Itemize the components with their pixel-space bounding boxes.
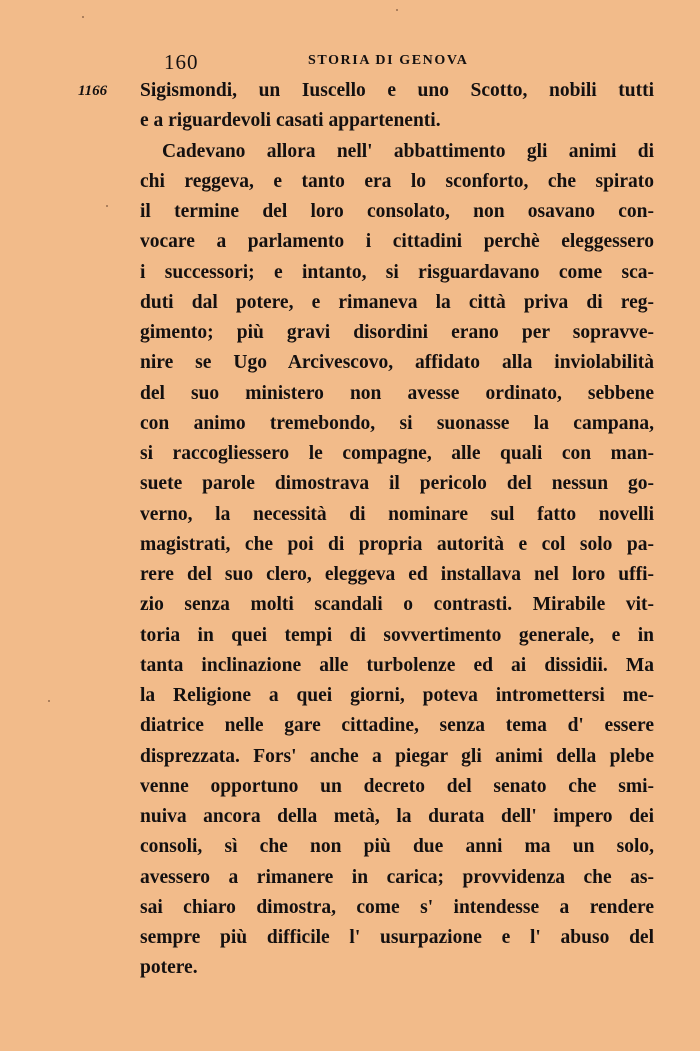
text-line: la Religione a quei giorni, poteva intromettersi me-: [140, 685, 654, 706]
text-line: toria in quei tempi di sovvertimento generale, e in: [140, 624, 654, 646]
text-line: duti dal potere, e rimaneva la città priva di reg-: [140, 291, 654, 313]
text-line: suete parole dimostrava il pericolo del nessun go-: [140, 473, 654, 495]
text-line: nuiva ancora della metà, la durata dell' impero dei: [140, 806, 654, 827]
text-line: tanta inclinazione alle turbolenze ed ai dissidii. Ma: [140, 654, 654, 676]
paper-speck: [48, 700, 50, 702]
paper-speck: [396, 9, 398, 11]
text-line: venne opportuno un decreto del senato che smi-: [140, 775, 654, 797]
text-line: del suo ministero non avesse ordinato, sebbene: [140, 382, 654, 404]
text-line: il termine del loro consolato, non osavano con-: [140, 201, 654, 222]
text-line: si raccogliessero le compagne, alle quali con man-: [140, 443, 654, 464]
text-line: vocare a parlamento i cittadini perchè eleggessero: [140, 231, 654, 253]
text-line: potere.: [140, 957, 198, 979]
paper-speck: [82, 16, 84, 18]
text-line: i successori; e intanto, si risguardavano come sca-: [140, 261, 654, 283]
text-line: con animo tremebondo, si suonasse la campana,: [140, 412, 654, 434]
body-text: [140, 76, 654, 984]
text-line: disprezzata. Fors' anche a piegar gli animi della plebe: [140, 745, 654, 767]
margin-year: 1166: [78, 83, 108, 99]
text-line: verno, la necessità di nominare sul fatto novelli: [140, 503, 654, 525]
text-line: zio senza molti scandali o contrasti. Mirabile vit-: [140, 594, 654, 616]
text-line: chi reggeva, e tanto era lo sconforto, che spirato: [140, 170, 654, 192]
text-line: Cadevano allora nell' abbattimento gli animi di: [162, 140, 654, 162]
text-line: rere del suo clero, eleggeva ed installava nel loro uffi-: [140, 564, 654, 585]
text-line: consoli, sì che non più due anni ma un solo,: [140, 836, 654, 858]
text-line: Sigismondi, un Iuscello e uno Scotto, nobili tutti: [140, 80, 654, 101]
text-line: nire se Ugo Arcivescovo, affidato alla inviolabilità: [140, 352, 654, 374]
text-line: magistrati, che poi di propria autorità e col solo pa-: [140, 533, 654, 555]
text-line: e a riguardevoli casati appartenenti.: [140, 110, 441, 132]
running-title: STORIA DI GENOVA: [308, 53, 469, 68]
text-line: sempre più difficile l' usurpazione e l' abuso del: [140, 927, 654, 948]
text-line: diatrice nelle gare cittadine, senza tema d' essere: [140, 715, 654, 737]
text-line: avessero a rimanere in carica; provvidenza che as-: [140, 866, 654, 888]
page-number: 160: [164, 50, 199, 74]
page-header: [160, 50, 640, 76]
paper-speck: [106, 205, 108, 207]
text-line: gimento; più gravi disordini erano per sopravve-: [140, 322, 654, 343]
text-line: sai chiaro dimostra, come s' intendesse a rendere: [140, 896, 654, 918]
